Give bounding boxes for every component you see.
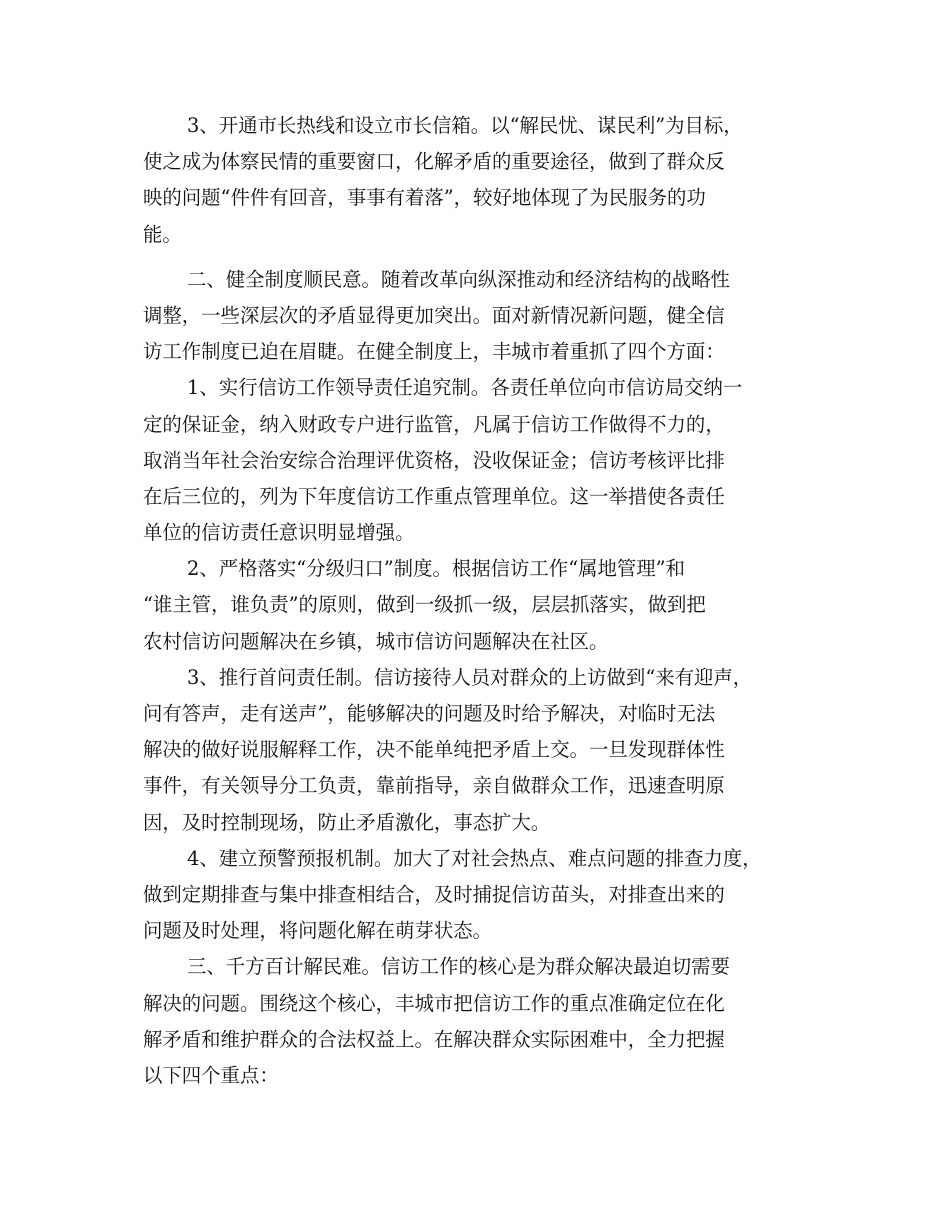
- paragraph-early-warning: [143, 841, 823, 950]
- text-line: 事件，有关领导分工负责，靠前指导，亲自做群众工作，迅速查明原: [143, 774, 725, 798]
- text-line: 以下四个重点：: [143, 1063, 279, 1087]
- text-line: 3、开通市长热线和设立市长信箱。以“解民忧、谋民利”为目标，: [187, 114, 743, 137]
- text-line: 4、建立预警预报机制。加大了对社会热点、难点问题的排查力度，: [187, 846, 762, 870]
- text-line: “谁主管，谁负责”的原则，做到一级抓一级，层层抓落实，做到把: [143, 593, 706, 617]
- text-line: 2、严格落实“分级归口”制度。根据信访工作“属地管理”和: [187, 557, 685, 581]
- text-line: 因，及时控制现场，防止矛盾激化，事态扩大。: [143, 810, 551, 834]
- text-line: 能。: [143, 222, 182, 246]
- paragraph-hotline-mailbox: [143, 108, 823, 253]
- text-line: 单位的信访责任意识明显增强。: [143, 521, 415, 545]
- paragraph-section-two-heading: [143, 262, 823, 371]
- paragraph-first-inquiry: [143, 660, 823, 841]
- text-line: 解矛盾和维护群众的合法权益上。在解决群众实际困难中，全力把握: [143, 1027, 725, 1051]
- paragraph-graded-system: [143, 551, 823, 660]
- text-line: 1、实行信访工作领导责任追究制。各责任单位向市信访局交纳一: [187, 376, 743, 400]
- text-line: 三、千方百计解民难。信访工作的核心是为群众解决最迫切需要: [187, 955, 730, 979]
- paragraph-section-three-heading: [143, 949, 823, 1094]
- text-line: 使之成为体察民情的重要窗口，化解矛盾的重要途径，做到了群众反: [143, 150, 725, 174]
- text-line: 访工作制度已迫在眉睫。在健全制度上，丰城市着重抓了四个方面：: [143, 340, 725, 364]
- document-body: [143, 108, 823, 1094]
- text-line: 做到定期排查与集中排查相结合，及时捕捉信访苗头，对排查出来的: [143, 882, 725, 906]
- text-line: 解决的做好说服解释工作，决不能单纯把矛盾上交。一旦发现群体性: [143, 738, 725, 762]
- text-line: 问有答声，走有送声”，能够解决的问题及时给予解决，对临时无法: [143, 702, 716, 725]
- text-line: 问题及时处理，将问题化解在萌芽状态。: [143, 919, 493, 943]
- text-line: 调整，一些深层次的矛盾显得更加突出。面对新情况新问题，健全信: [143, 303, 725, 327]
- text-line: 定的保证金，纳入财政专户进行监管，凡属于信访工作做得不力的，: [143, 412, 725, 436]
- paragraph-responsibility-system: [143, 370, 823, 551]
- text-line: 农村信访问题解决在乡镇，城市信访问题解决在社区。: [143, 629, 609, 653]
- text-line: 解决的问题。围绕这个核心，丰城市把信访工作的重点准确定位在化: [143, 991, 725, 1015]
- text-line: 二、健全制度顺民意。随着改革向纵深推动和经济结构的战略性: [187, 267, 730, 291]
- text-line: 映的问题“件件有回音，事事有着落”，较好地体现了为民服务的功: [143, 186, 706, 210]
- text-line: 在后三位的，列为下年度信访工作重点管理单位。这一举措使各责任: [143, 484, 725, 508]
- text-line: 3、推行首问责任制。信访接待人员对群众的上访做到“来有迎声，: [187, 665, 753, 689]
- text-line: 取消当年社会治安综合治理评优资格，没收保证金；信访考核评比排: [143, 448, 725, 472]
